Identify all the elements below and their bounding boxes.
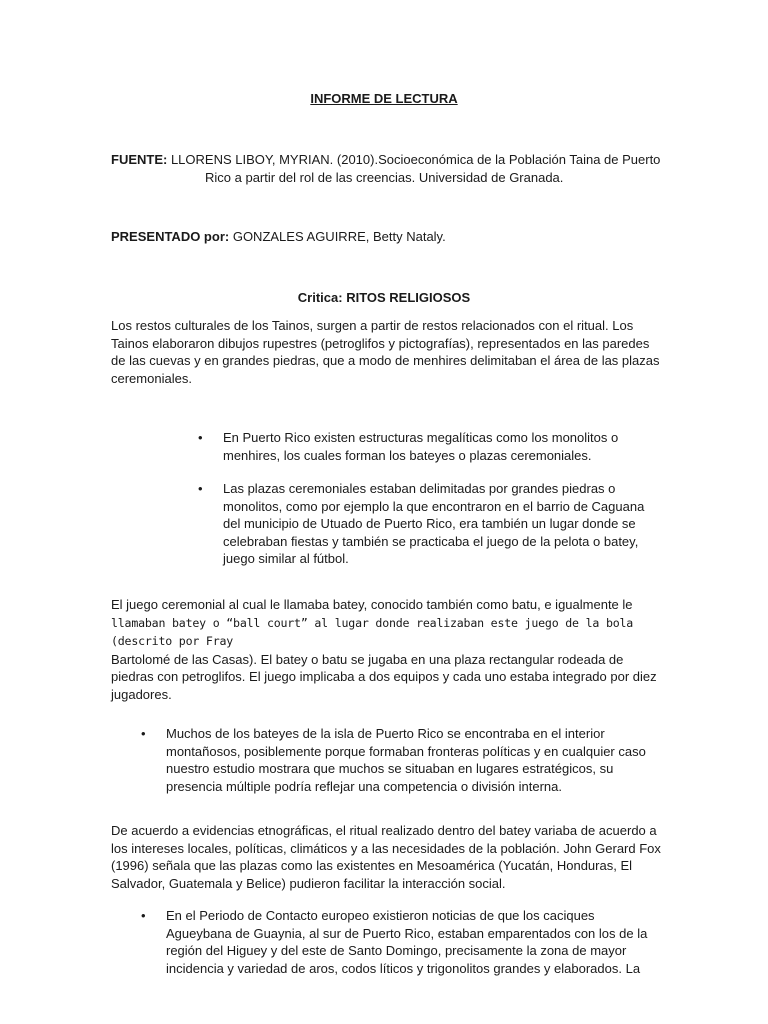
presented-by: [111, 228, 671, 246]
source-reference: [111, 151, 671, 186]
bullet-icon: •: [141, 726, 146, 741]
bullet-icon: •: [141, 908, 146, 923]
source-text-line2: Rico a partir del rol de las creencias. Universidad de Granada.: [205, 169, 564, 185]
bullet-icon: •: [198, 481, 203, 496]
source-text-line1: LLORENS LIBOY, MYRIAN. (2010).Socioeconómica de la Población Taina de Puerto: [167, 152, 661, 167]
document-title: INFORME DE LECTURA: [310, 91, 458, 106]
paragraph-evidencias: De acuerdo a evidencias etnográficas, el ritual realizado dentro del batey variaba de acuerdo a los intereses locales, políticas, climáticos y a las necesidades de la población. John Gerard Fox (1996) señala que las plazas como las existentes en Mesoamérica (Yucatán, Honduras, El Salvador, Guatemala y Belice) pudieron facilitar la interacción social.: [111, 823, 661, 891]
bullet-text: Muchos de los bateyes de la isla de Puerto Rico se encontraba en el interior montañosos, posiblemente porque formaban fronteras políticas y en cualquier caso nuestro estudio mostrara que muchos se situaban en lugares estratégicos, su presencia múltiple podría reflejar una competencia o división interna.: [166, 726, 646, 794]
bullet-text: En Puerto Rico existen estructuras megalíticas como los monolitos o menhires, los cuales forman los bateyes o plazas ceremoniales.: [223, 430, 619, 463]
paragraph-juego: [111, 596, 661, 703]
paragraph-juego-rest: Bartolomé de las Casas). El batey o batu se jugaba en una plaza rectangular rodeada de piedras con petroglifos. El juego implicaba a dos equipos y cada uno estaba integrado por diez jugadores.: [111, 651, 657, 702]
bullet-text: Las plazas ceremoniales estaban delimitadas por grandes piedras o monolitos, como por ejemplo la que encontraron en el barrio de Caguana del municipio de Utuado de Puerto Rico, era también un lugar donde se celebraban fiestas y también se practicaba el juego de la pelota o batey, juego similar al fútbol.: [223, 481, 645, 566]
paragraph-juego-line2: llamaban batey o “ball court” al lugar donde realizaban este juego de la bola (descrito por Fray: [111, 615, 634, 648]
presented-by-label: PRESENTADO por:: [111, 229, 230, 244]
source-label: FUENTE:: [111, 152, 168, 167]
paragraph-juego-line1: El juego ceremonial al cual le llamaba batey, conocido también como batu, e igualmente le: [111, 597, 633, 612]
presented-by-name: GONZALES AGUIRRE, Betty Nataly.: [229, 229, 446, 244]
paragraph-intro: Los restos culturales de los Tainos, surgen a partir de restos relacionados con el ritual. Los Tainos elaboraron dibujos rupestres (petroglifos y pictografías), representados en las paredes de las cuevas y en grandes piedras, que a modo de menhires delimitaban el área de las plazas ceremoniales.: [111, 318, 660, 386]
bullet-icon: •: [198, 430, 203, 445]
section-heading: Critica: RITOS RELIGIOSOS: [297, 290, 471, 305]
bullet-text: En el Periodo de Contacto europeo existieron noticias de que los caciques Agueybana de Guaynia, al sur de Puerto Rico, estaban emparentados con los de la región del Higuey y del este de Santo Domingo, precisamente la zona de mayor incidencia y variedad de aros, codos líticos y trigonolitos grandes y elaborados. La: [166, 908, 648, 976]
